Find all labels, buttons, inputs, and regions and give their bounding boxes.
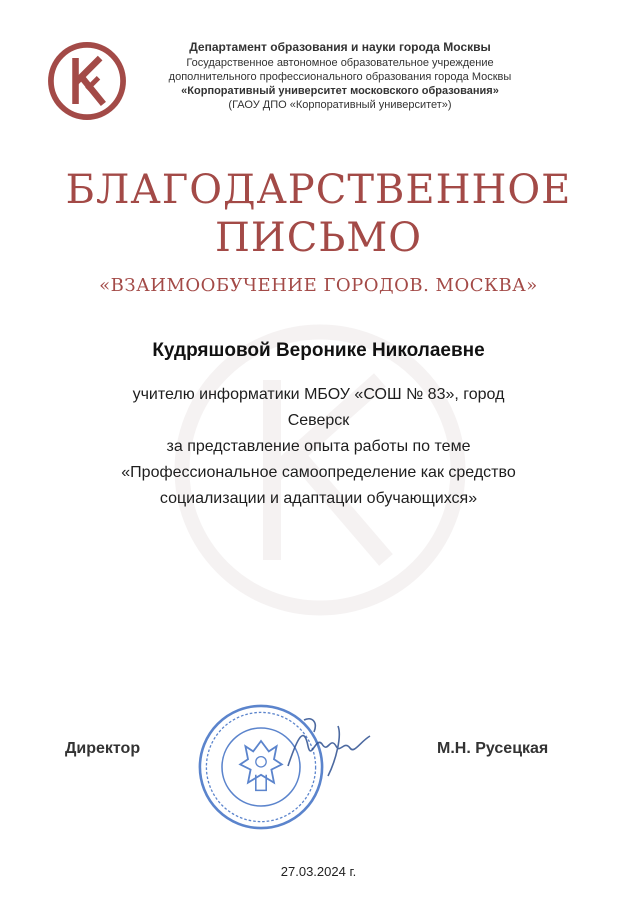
body-line: «Профессиональное самоопределение как средство bbox=[121, 464, 516, 481]
document-subtitle: «ВЗАИМООБУЧЕНИЕ ГОРОДОВ. МОСКВА» bbox=[99, 275, 538, 296]
letter-body bbox=[60, 382, 577, 512]
director-signature-icon bbox=[278, 706, 378, 786]
body-line: социализации и адаптации обучающихся» bbox=[159, 490, 478, 507]
body-line: за представление опыта работы по теме bbox=[166, 438, 471, 455]
org-short-name: (ГАОУ ДПО «Корпоративный университет») bbox=[228, 99, 452, 111]
document-title-line-2: ПИСЬМО bbox=[214, 215, 423, 261]
signatory-name: М.Н. Русецкая bbox=[437, 740, 549, 757]
body-line: учителю информатики МБОУ «СОШ № 83», город bbox=[132, 386, 505, 403]
department-name: Департамент образования и науки города Москвы bbox=[189, 40, 491, 54]
body-line: Северск bbox=[287, 412, 350, 429]
corporate-university-logo-icon bbox=[46, 40, 128, 122]
org-line-2: дополнительного профессионального образования города Москвы bbox=[168, 71, 512, 83]
recipient-name: Кудряшовой Веронике Николаевне bbox=[152, 340, 485, 361]
signatory-role: Директор bbox=[65, 740, 141, 757]
organization-header bbox=[130, 40, 550, 112]
org-name: «Корпоративный университет московского образования» bbox=[181, 85, 499, 97]
org-line-1: Государственное автономное образовательное учреждение bbox=[186, 57, 494, 69]
document-date: 27.03.2024 г. bbox=[280, 864, 357, 879]
document-title-line-1: БЛАГОДАРСТВЕННОЕ bbox=[65, 167, 572, 213]
